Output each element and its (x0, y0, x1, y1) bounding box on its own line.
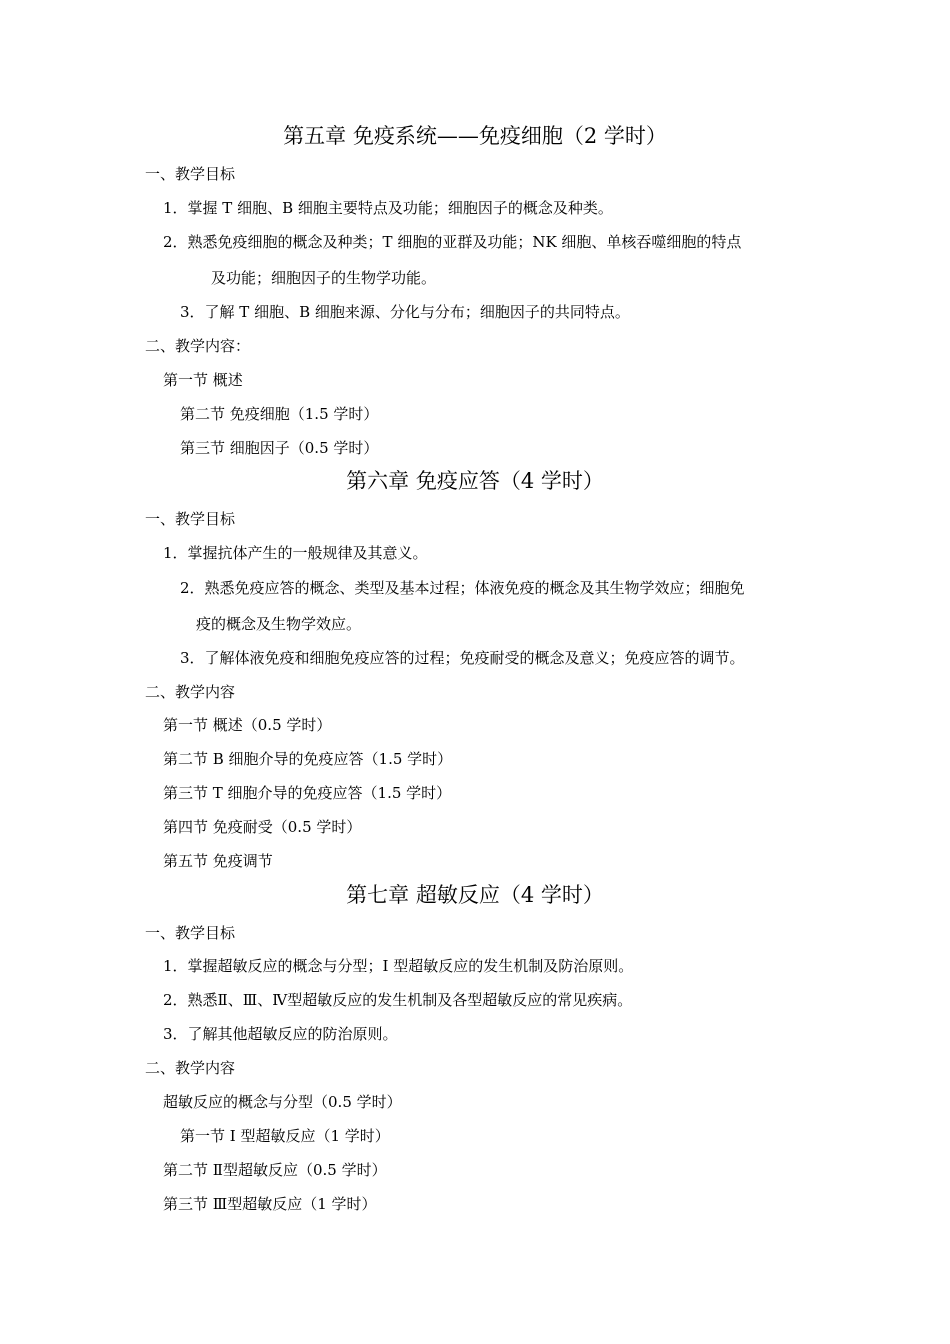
ch7-objective-3: 3．了解其他超敏反应的防治原则。 (163, 1025, 398, 1043)
ch6-objective-1: 1．掌握抗体产生的一般规律及其意义。 (163, 544, 428, 562)
ch5-objective-3: 3．了解 T 细胞、B 细胞来源、分化与分布；细胞因子的共同特点。 (180, 303, 630, 321)
ch5-objective-1: 1．掌握 T 细胞、B 细胞主要特点及功能；细胞因子的概念及种类。 (163, 199, 613, 217)
ch6-objectives-heading: 一、教学目标 (145, 510, 236, 528)
ch6-objective-2: 2．熟悉免疫应答的概念、类型及基本过程；体液免疫的概念及其生物学效应；细胞免 (180, 579, 745, 597)
ch7-content-heading: 二、教学内容 (145, 1059, 236, 1077)
ch5-section-2: 第二节 免疫细胞（1.5 学时） (180, 405, 379, 423)
ch7-objective-1: 1．掌握超敏反应的概念与分型；I 型超敏反应的发生机制及防治原则。 (163, 957, 634, 975)
ch6-objective-2-cont: 疫的概念及生物学效应。 (196, 615, 362, 633)
ch6-section-2: 第二节 B 细胞介导的免疫应答（1.5 学时） (163, 750, 453, 768)
ch7-objective-2: 2．熟悉Ⅱ、Ⅲ、Ⅳ型超敏反应的发生机制及各型超敏反应的常见疾病。 (163, 991, 633, 1009)
ch7-section-1: 第一节 I 型超敏反应（1 学时） (180, 1127, 390, 1145)
ch5-section-1: 第一节 概述 (163, 371, 243, 389)
chapter-6-title: 第六章 免疫应答（4 学时） (346, 469, 604, 493)
ch5-section-3: 第三节 细胞因子（0.5 学时） (180, 439, 379, 457)
ch5-objective-2-cont: 及功能；细胞因子的生物学功能。 (211, 269, 437, 287)
chapter-7-title: 第七章 超敏反应（4 学时） (346, 883, 604, 907)
ch7-section-3: 第三节 Ⅲ型超敏反应（1 学时） (163, 1195, 377, 1213)
ch5-objectives-heading: 一、教学目标 (145, 165, 236, 183)
ch6-objective-3: 3．了解体液免疫和细胞免疫应答的过程；免疫耐受的概念及意义；免疫应答的调节。 (180, 649, 745, 667)
ch6-section-4: 第四节 免疫耐受（0.5 学时） (163, 818, 362, 836)
chapter-5-title: 第五章 免疫系统——免疫细胞（2 学时） (283, 124, 667, 148)
ch7-section-intro: 超敏反应的概念与分型（0.5 学时） (163, 1093, 402, 1111)
ch6-section-5: 第五节 免疫调节 (163, 852, 273, 870)
ch7-section-2: 第二节 Ⅱ型超敏反应（0.5 学时） (163, 1161, 387, 1179)
ch7-objectives-heading: 一、教学目标 (145, 924, 236, 942)
ch6-section-3: 第三节 T 细胞介导的免疫应答（1.5 学时） (163, 784, 452, 802)
ch6-content-heading: 二、教学内容 (145, 683, 236, 701)
ch6-section-1: 第一节 概述（0.5 学时） (163, 716, 332, 734)
ch5-content-heading: 二、教学内容： (145, 337, 251, 355)
ch5-objective-2: 2．熟悉免疫细胞的概念及种类；T 细胞的亚群及功能；NK 细胞、单核吞噬细胞的特点 (163, 233, 742, 251)
